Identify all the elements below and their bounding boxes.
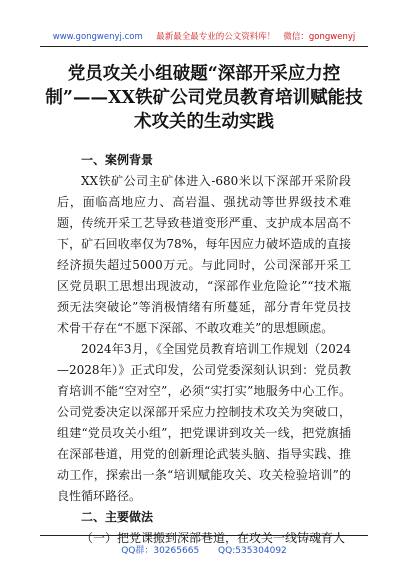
header-site-link[interactable]: www.gongwenyj.com <box>52 32 143 42</box>
header-bar <box>0 30 408 44</box>
document-title: 党员攻关小组破题“深部开采应力控制”——XX铁矿公司党员教育培训赋能技术攻关的生动实践 <box>45 64 363 132</box>
header-wechat: 微信：gongwenyj <box>283 32 356 42</box>
section-heading-background: 一、案例背景 <box>81 153 154 167</box>
footer-qq: QQ:535304092 <box>218 546 287 556</box>
section-heading-practices: 二、主要做法 <box>81 510 154 524</box>
document-body <box>57 150 351 549</box>
subsection-heading-1: （一）把党课搬到深部巷道，在攻关一线铸魂育人 <box>81 531 346 545</box>
footer-bar <box>0 543 408 556</box>
footer-divider <box>40 535 368 536</box>
paragraph-plan: 2024年3月，《全国党员教育培训工作规划（2024—2028年）》正式印发，公司党委深刻认识到：党员教育培训不能“空对空”，必须“实打实”地服务中心工作。公司党委决定以深部开采应力控制技术攻关为突破口，组建“党员攻关小组”，把党课讲到攻关一线，把党旗插在深部巷道，用党的创新理论武装头脑、指导实践、推动工作，探索出一条“培训赋能攻关、攻关检验培训”的良性循环路径。 <box>57 342 351 503</box>
header-divider <box>40 46 368 47</box>
footer-qq-group: QQ群：30265665 <box>121 546 200 556</box>
header-slogan: 最新最全最专业的公文资料库！ <box>156 32 276 42</box>
paragraph-background: XX铁矿公司主矿体进入-680米以下深部开采阶段后，面临高地应力、高岩温、强扰动等世界级技术难题，传统开采工艺导致巷道变形严重、支护成本居高不下，矿石回收率仅为78%，每年因应力破坏造成的直接经济损失超过5000万元。与此同时，公司深部开采工区党员职工思想出现波动，“深部作业危险论”“技术瓶颈无法突破论”等消极情绪有所蔓延，部分青年党员技术骨干存在“不愿下深部、不敢攻难关”的思想顾虑。 <box>57 174 351 335</box>
